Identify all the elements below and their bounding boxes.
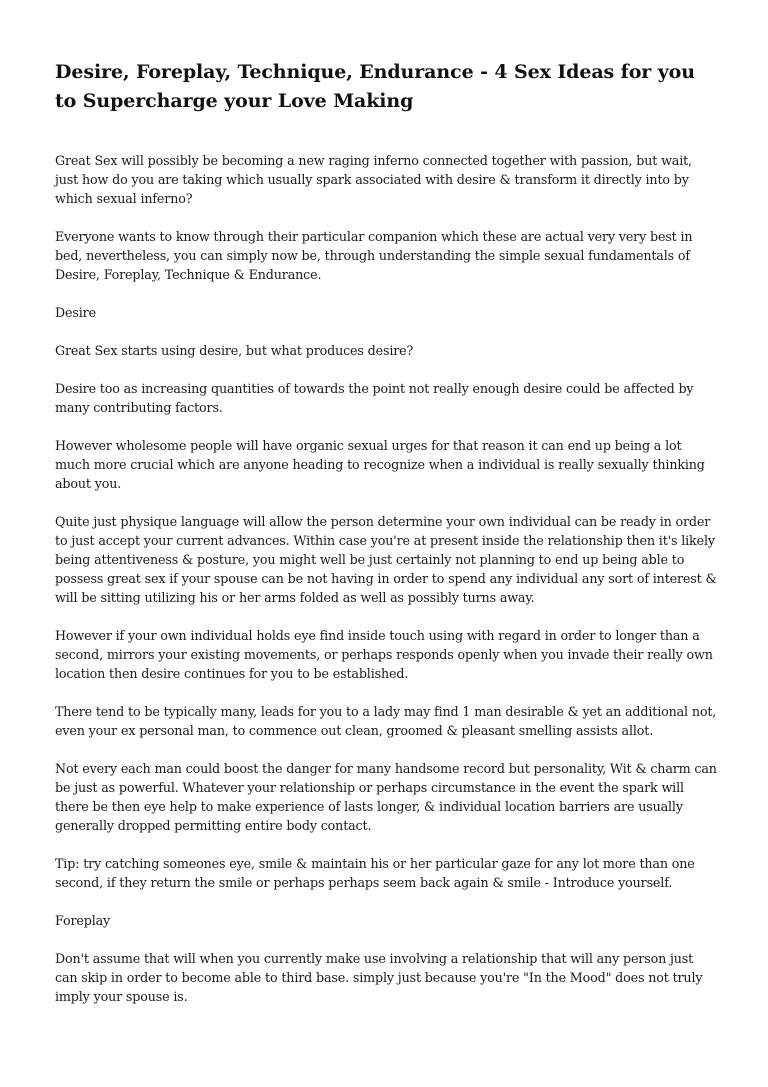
paragraph-foreplay: Don't assume that will when you currently make use involving a relationship that will any person just can skip in order to become able to third base. simply just because you're "In the Mood" does not truly imply your spouse is. [55, 951, 703, 1004]
paragraph-body-language: Quite just physique language will allow the person determine your own individual can be ready in order to just accept your current advances. Within case you're at present inside the relationship then it's likely being attentiveness & posture, you might well be just certainly not planning to end up being able to possess great sex if your spouse can be not having in order to spend any individual any sort of interest & will be sitting utilizing his or her arms folded as well as possibly turns away. [55, 514, 717, 605]
paragraph-fundamentals: Everyone wants to know through their particular companion which these are actual very very best in bed, nevertheless, you can simply now be, through understanding the simple sexual fundamentals of Desire, Foreplay, Technique & Endurance. [55, 229, 693, 282]
paragraph-tip: Tip: try catching someones eye, smile & maintain his or her particular gaze for any lot more than one second, if they return the smile or perhaps perhaps seem back again & smile - Introduce yourself. [55, 856, 695, 890]
document-page [55, 58, 717, 1025]
document-title: Desire, Foreplay, Technique, Endurance - 4 Sex Ideas for you to Supercharge your Love Making [55, 61, 695, 112]
paragraph-intro: Great Sex will possibly be becoming a new raging inferno connected together with passion, but wait, just how do you are taking which usually spark associated with desire & transform it directly into by which sexual inferno? [55, 153, 692, 206]
paragraph-urges: However wholesome people will have organic sexual urges for that reason it can end up being a lot much more crucial which are anyone heading to recognize when a individual is really sexually thinking about you. [55, 438, 705, 491]
section-heading-desire: Desire [55, 305, 96, 320]
paragraph-desire-question: Great Sex starts using desire, but what produces desire? [55, 343, 414, 358]
paragraph-eye-contact: However if your own individual holds eye find inside touch using with regard in order to longer than a second, mirrors your existing movements, or perhaps responds openly when you invade their really own location then desire continues for you to be established. [55, 628, 713, 681]
section-heading-foreplay: Foreplay [55, 913, 111, 928]
paragraph-attraction: There tend to be typically many, leads for you to a lady may find 1 man desirable & yet an additional not, even your ex personal man, to commence out clean, groomed & pleasant smelling assists allot. [55, 704, 717, 738]
paragraph-desire-factors: Desire too as increasing quantities of towards the point not really enough desire could be affected by many contributing factors. [55, 381, 694, 415]
paragraph-personality: Not every each man could boost the danger for many handsome record but personality, Wit & charm can be just as powerful. Whatever your relationship or perhaps circumstance in the event the spark will there be then eye help to make experience of lasts longer, & individual location barriers are usually generally dropped permitting entire body contact. [55, 761, 717, 833]
